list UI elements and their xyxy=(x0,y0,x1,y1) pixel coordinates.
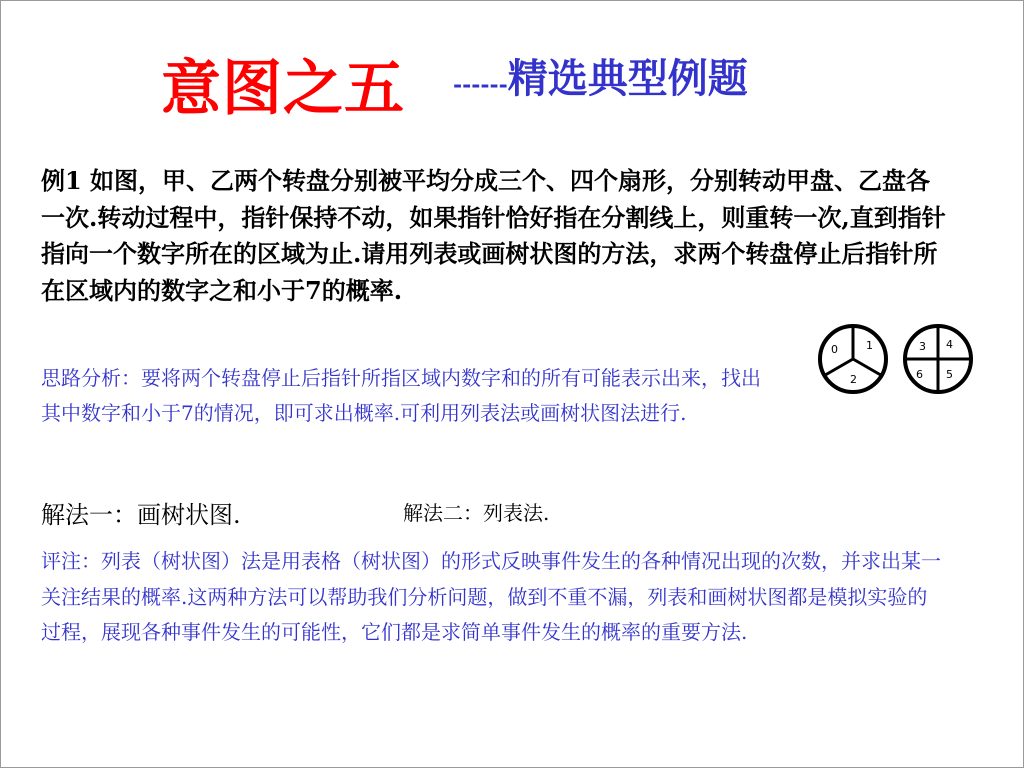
slide-title: 意图之五 xyxy=(161,54,405,124)
spinner-svg xyxy=(815,321,981,397)
method-two-label: 解法二：列表法. xyxy=(403,501,550,525)
method-one-label: 解法一：画树状图. xyxy=(41,501,241,529)
spinner-b-label: 6 xyxy=(916,368,923,381)
spinner-a xyxy=(820,326,886,392)
slide-subtitle xyxy=(453,51,748,115)
subtitle-text: 精选典型例题 xyxy=(507,55,748,102)
spinner-b xyxy=(905,326,971,392)
subtitle-dashes: ------ xyxy=(453,72,508,98)
problem-statement: 例1 如图，甲、乙两个转盘分别被平均分成三个、四个扇形，分别转动甲盘、乙盘各一次.转动过程中，指针保持不动，如果指针恰好指在分割线上，则重转一次,直到指针指向一个数字所在的区域为止.请用列表或画树状图的方法，求两个转盘停止后指针所在区域内的数字之和小于7的概率. xyxy=(41,166,946,305)
analysis-text: 思路分析：要将两个转盘停止后指针所指区域内数字和的所有可能表示出来，找出其中数字和小于7的情况，即可求出概率.可利用列表法或画树状图法进行. xyxy=(41,366,761,425)
spinner-b-label: 3 xyxy=(919,340,926,353)
spinner-a-label: 0 xyxy=(831,343,838,356)
comment-text: 评注：列表（树状图）法是用表格（树状图）的形式反映事件发生的各种情况出现的次数，并求出某一关注结果的概率.这两种方法可以帮助我们分析问题，做到不重不漏，列表和画树状图都是模拟实验的过程，展现各种事件发生的可能性，它们都是求简单事件发生的概率的重要方法. xyxy=(41,549,941,644)
spinner-a-label: 2 xyxy=(850,373,857,386)
spinner-b-label: 4 xyxy=(946,338,953,351)
spinner-a-label: 1 xyxy=(866,339,873,352)
spinner-b-label: 5 xyxy=(946,368,953,381)
spinner-figures xyxy=(815,321,981,397)
